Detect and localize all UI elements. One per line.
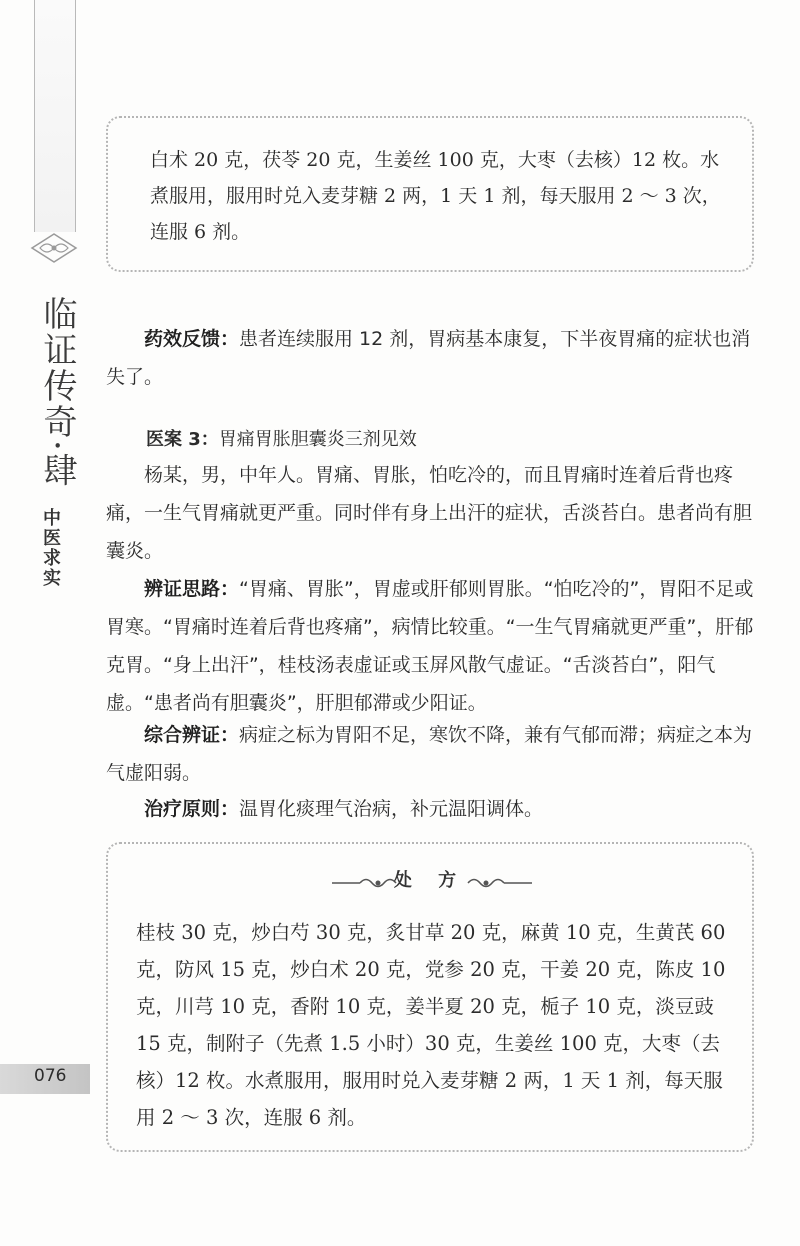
case-heading (146, 426, 746, 454)
feedback-label: 药效反馈： (144, 328, 240, 350)
prescription-continued-text: 白术 20 克，茯苓 20 克，生姜丝 100 克，大枣（去核）12 枚。水煮服用，服用时兑入麦芽糖 2 两，1 天 1 剂，每天服用 2 ～ 3 次，连服 6 剂。 (150, 149, 721, 243)
analysis-label: 辨证思路： (144, 578, 240, 600)
feedback-paragraph (106, 320, 756, 396)
synthesis-label: 综合辨证： (144, 724, 240, 746)
case-label: 医案 3： (146, 429, 219, 450)
scroll-ornament-right-icon (464, 874, 534, 892)
prescription-box (106, 842, 754, 1152)
prescription-title: 处 方 (393, 870, 467, 891)
synthesis-paragraph (106, 716, 756, 792)
analysis-paragraph (106, 570, 756, 722)
feedback-text: 患者连续服用 12 剂，胃病基本康复，下半夜胃痛的症状也消失了。 (106, 328, 751, 388)
case-title: 胃痛胃胀胆囊炎三剂见效 (218, 429, 417, 450)
case-intro: 杨某，男，中年人。胃痛、胃胀，怕吃冷的，而且胃痛时连着后背也疼痛，一生气胃痛就更严重。同时伴有身上出汗的症状，舌淡苔白。患者尚有胆囊炎。 (106, 464, 753, 562)
lotus-ornament-icon (28, 230, 80, 266)
synthesis-text: 病症之标为胃阳不足，寒饮不降，兼有气郁而滞；病症之本为气虚阳弱。 (106, 724, 753, 784)
prescription-box-continued (106, 116, 754, 272)
principle-label: 治疗原则： (144, 798, 240, 820)
prescription-text: 桂枝 30 克，炒白芍 30 克，炙甘草 20 克，麻黄 10 克，生黄芪 60 克，防风 15 克，炒白术 20 克，党参 20 克，干姜 20 克，陈皮 10 克，川芎 10 克，香附 10 克，姜半夏 20 克，栀子 10 克，淡豆豉 15 克，制附子（先煮 1.5 小时）30 克，生姜丝 100 克，大枣（去核）12 枚。水煮服用，服用时兑入麦芽糖 2 两，1 天 1 剂，每天服用 2 ～ 3 次，连服 6 剂。 (136, 921, 726, 1129)
sidebar-spine (34, 0, 76, 232)
page-number: 076 (34, 1066, 67, 1086)
principle-text: 温胃化痰理气治病，补元温阳调体。 (239, 798, 544, 820)
series-title: 临证传奇·肆 (37, 296, 77, 489)
series-subtitle: 中医求实 (40, 508, 61, 588)
analysis-text: “胃痛、胃胀”，胃虚或肝郁则胃胀。“怕吃冷的”，胃阳不足或胃寒。“胃痛时连着后背也疼痛”，病情比较重。“一生气胃痛就更严重”，肝郁克胃。“身上出汗”，桂枝汤表虚证或玉屏风散气虚证。“舌淡苔白”，阳气虚。“患者尚有胆囊炎”，肝胆郁滞或少阳证。 (106, 578, 754, 714)
principle-paragraph (106, 790, 756, 828)
